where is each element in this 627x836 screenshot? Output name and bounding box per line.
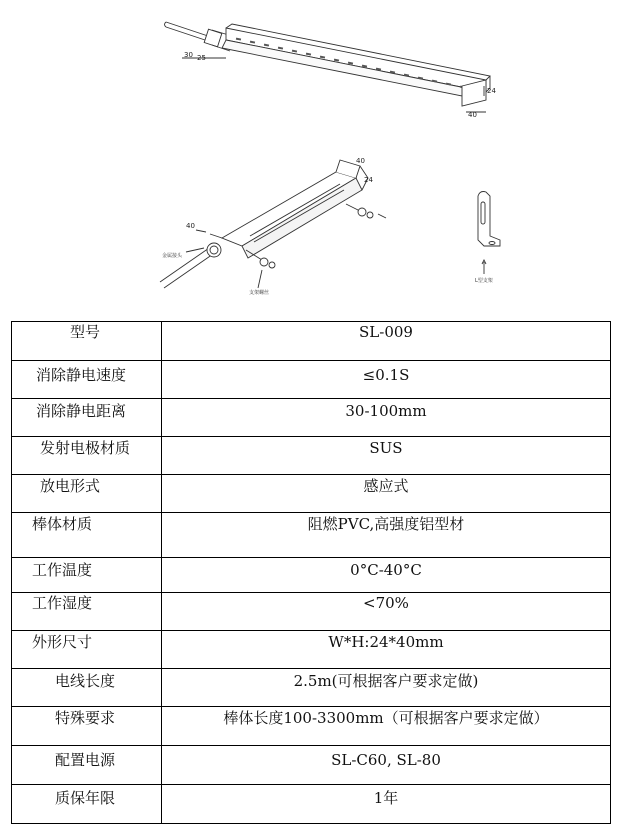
dim-label-25: 25: [197, 54, 206, 62]
spec-label: 外形尺寸: [12, 631, 162, 669]
table-row: [12, 513, 611, 558]
spec-value: SL-009: [162, 322, 611, 361]
spec-label: 质保年限: [12, 785, 162, 824]
l-bracket-drawing: [478, 192, 500, 275]
table-row: [12, 669, 611, 707]
table-row: [12, 361, 611, 399]
spec-value: W*H:24*40mm: [162, 631, 611, 669]
spec-value: 1年: [162, 785, 611, 824]
callout-l-bracket: L型支架: [475, 278, 493, 284]
table-row: [12, 593, 611, 631]
dim-label-40: 40: [468, 111, 477, 119]
table-row: [12, 707, 611, 746]
spec-label: 发射电极材质: [12, 437, 162, 475]
spec-value: 棒体长度100-3300mm（可根据客户要求定做）: [162, 707, 611, 746]
spec-value: 阻燃PVC,高强度铝型材: [162, 513, 611, 558]
spec-value: 感应式: [162, 475, 611, 513]
table-row: [12, 631, 611, 669]
spec-label: 电线长度: [12, 669, 162, 707]
spec-value: 30-100mm: [162, 399, 611, 437]
spec-label: 消除静电速度: [12, 361, 162, 399]
spec-value: SL-C60, SL-80: [162, 746, 611, 785]
product-drawings: [0, 0, 627, 310]
spec-label: 棒体材质: [12, 513, 162, 558]
spec-label: 配置电源: [12, 746, 162, 785]
dim-label-40c: 40: [186, 222, 195, 230]
dim-label-24: 24: [487, 87, 496, 95]
spec-value: ≤0.1S: [162, 361, 611, 399]
callout-metal-fitting: 金属接头: [162, 253, 183, 259]
table-row: [12, 437, 611, 475]
spec-label: 型号: [12, 322, 162, 361]
dim-label-40b: 40: [356, 157, 365, 165]
spec-value: 0°C-40°C: [162, 558, 611, 593]
spec-value: <70%: [162, 593, 611, 631]
spec-label: 工作温度: [12, 558, 162, 593]
spec-table: [11, 321, 611, 824]
dim-label-30: 30: [184, 51, 193, 59]
table-row: [12, 558, 611, 593]
table-row: [12, 475, 611, 513]
spec-label: 放电形式: [12, 475, 162, 513]
table-row: [12, 746, 611, 785]
table-row: [12, 322, 611, 361]
spec-label: 特殊要求: [12, 707, 162, 746]
table-row: [12, 785, 611, 824]
spec-value: 2.5m(可根据客户要求定做): [162, 669, 611, 707]
top-bar-drawing: [165, 22, 491, 112]
spec-label: 工作湿度: [12, 593, 162, 631]
dim-label-24b: 24: [364, 176, 373, 184]
callout-bracket-screw: 支架螺丝: [249, 290, 270, 296]
table-row: [12, 399, 611, 437]
spec-label: 消除静电距离: [12, 399, 162, 437]
spec-value: SUS: [162, 437, 611, 475]
